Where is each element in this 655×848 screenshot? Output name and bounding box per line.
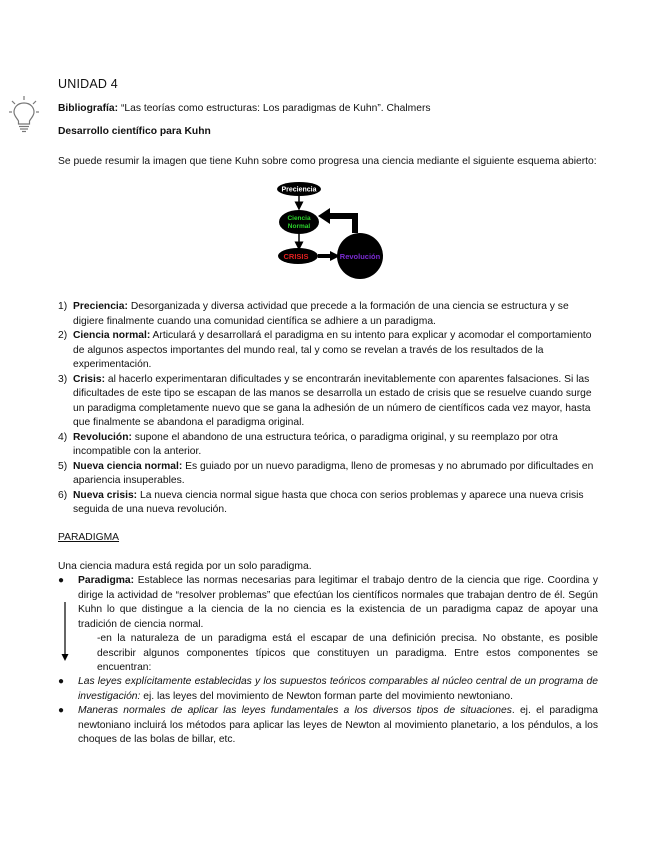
node-revolucion-label: Revolución [339, 252, 381, 261]
paradigma-heading: PARADIGMA [58, 532, 120, 543]
item-term: Preciencia: [73, 301, 128, 312]
section-subheading: Desarrollo científico para Kuhn [58, 126, 211, 137]
item-number: 3) [58, 373, 68, 385]
sub-note: -en la naturaleza de un paradigma está el escapar de una definición precisa. No obstante, es posible describir algunos componentes típicos que constituyen un paradigma. Entre estos componentes se encuentran: [97, 633, 598, 673]
node-ciencia-normal-label-2: Normal [287, 223, 311, 230]
stages-list [58, 300, 598, 518]
bullet-text: ej. las leyes del movimiento de Newton forman parte del movimiento newtoniano. [140, 690, 513, 702]
item-text: Desorganizada y diversa actividad que precede a la formación de una ciencia se estructura y se digiere finalmente cuando una comunidad científica se adhiere a un paradigma. [73, 301, 569, 327]
bullet-text: Establece las normas necesarias para legitimar el trabajo dentro de la ciencia que rige. Coordina y dirige la actividad de “resolver problemas” que efectúan los científicos normales que trabajan dentro de él. Según Kuhn lo que distingue a la ciencia de la no ciencia es la existencia de un paradigma capaz de apoyar una tradición de ciencia normal. [78, 575, 598, 630]
list-item [58, 329, 598, 373]
node-ciencia-normal [279, 210, 319, 234]
item-number: 5) [58, 460, 68, 472]
item-text: La nueva ciencia normal sigue hasta que choca con serios problemas y aparece una nueva crisis seguida de una nueva revolución. [73, 489, 584, 515]
bullet-glyph: ● [58, 676, 65, 687]
list-item [58, 300, 598, 329]
item-text: Articulará y desarrollará el paradigma en su intento para explicar y acomodar el comportamiento de algunos aspectos importantes del mundo real, tal y como se revelan a través de los resultados de la experimentación. [73, 330, 592, 370]
node-ciencia-normal-label: Ciencia [287, 215, 311, 222]
item-term: Nueva ciencia normal: [73, 460, 183, 472]
bibliography-label: Bibliografía: [58, 103, 119, 114]
item-term: Nueva crisis: [73, 489, 138, 501]
ciencia-madura-text: Una ciencia madura está regida por un solo paradigma. [58, 561, 312, 572]
item-term: Ciencia normal: [73, 330, 151, 341]
item-text: supone el abandono de una estructura teórica, o paradigma original, y su reemplazo por otra incompatible con la anterior. [73, 431, 558, 457]
item-number: 6) [58, 489, 68, 501]
bullet-italic: Maneras normales de aplicar las leyes fundamentales a los diversos tipos de situaciones [78, 705, 512, 716]
item-number: 4) [58, 431, 68, 443]
item-text: al hacerlo experimentaran dificultades y se encontrarán inevitablemente con aparentes falsaciones. Si las dificultades de este tipo se escapan de las manos se desarrolla un estado de crisis que se resuelve cuando surge un paradigma completamente nuevo que se gana la adhesión de un número de científicos cada vez mayor, hasta que finalmente se abandona el paradigma original. [73, 373, 592, 428]
list-item [58, 373, 598, 431]
item-number: 2) [58, 330, 68, 341]
item-text: Es guiado por un nuevo paradigma, lleno de promesas y no abrumado por dificultades en apariencia insuperables. [73, 460, 594, 486]
node-crisis-label: CRISIS [283, 252, 309, 261]
bullet-text: . ej. el paradigma newtoniano incluirá los métodos para aplicar las leyes de Newton al movimiento planetario, a los péndulos, a los choques de las bolas de billar, etc. [78, 705, 598, 745]
bullet-paradigma [58, 574, 598, 632]
list-item [58, 431, 598, 460]
bullet-leyes [58, 675, 598, 704]
item-term: Crisis: [73, 373, 106, 385]
node-preciencia-label: Preciencia [281, 186, 317, 194]
item-number: 1) [58, 301, 68, 312]
item-term: Revolución: [73, 431, 132, 443]
intro-paragraph: Se puede resumir la imagen que tiene Kuhn sobre como progresa una ciencia mediante el siguiente esquema abierto: [58, 156, 597, 167]
bullet-glyph: ● [58, 575, 65, 586]
lightbulb-icon [9, 95, 39, 135]
list-item [58, 489, 598, 518]
bibliography [58, 102, 431, 117]
kuhn-cycle-diagram [270, 180, 390, 290]
bullet-maneras [58, 704, 598, 748]
bullet-term: Paradigma: [78, 575, 135, 586]
bullet-italic: Las leyes explícitamente establecidas y los supuestos teóricos comparables al núcleo central de un programa de investigación: [78, 676, 598, 702]
bullet-glyph: ● [58, 705, 65, 716]
unit-title: UNIDAD 4 [58, 77, 118, 91]
list-item [58, 460, 598, 489]
down-arrow-icon [60, 602, 70, 662]
bibliography-text: “Las teorías como estructuras: Los paradigmas de Kuhn”. Chalmers [118, 103, 431, 114]
